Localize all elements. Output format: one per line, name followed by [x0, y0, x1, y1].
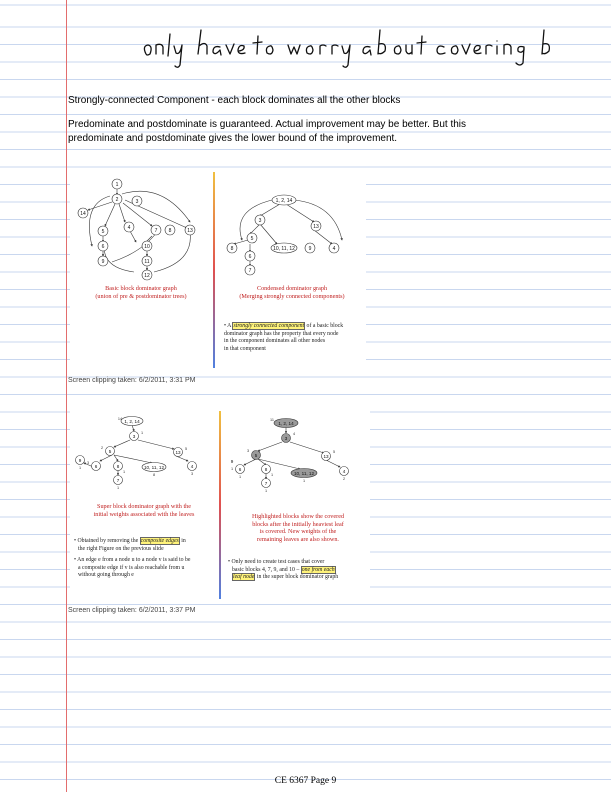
node-label: 13 — [187, 228, 193, 234]
note-highlight: strongly connected component — [233, 323, 305, 329]
weight-label: 1 — [230, 467, 234, 471]
node-label: 2 — [115, 197, 119, 203]
dominate-text-line-1: Predominate and postdominate is guaranteed. Actual improvement may be better. But this — [68, 119, 467, 130]
note-highlight: leaf node — [233, 574, 255, 580]
clip-timestamp-2: Screen clipping taken: 6/2/2011, 3:37 PM — [68, 607, 196, 614]
node-label: 13 — [313, 224, 319, 230]
scc-definition-line: Strongly-connected Component - each block dominates all the other blocks — [68, 95, 401, 106]
margin-line — [66, 0, 67, 792]
node-label: 4 — [342, 469, 346, 474]
note-text: in that component — [224, 345, 266, 352]
node-label: 5 — [101, 229, 105, 235]
weight-label: 5 — [184, 447, 188, 451]
node-label: 11 — [144, 259, 150, 265]
weight-label: 11 — [270, 418, 274, 422]
highlighted-cover-graph — [228, 415, 368, 505]
note-highlight: one from each — [301, 566, 335, 573]
node-label: 9 — [230, 459, 234, 464]
handwritten-ink-note — [140, 24, 600, 72]
note-prefix: • A — [224, 323, 233, 329]
slide-divider — [219, 411, 221, 599]
caption-line: is covered. New weights of the — [259, 528, 337, 535]
node-label: 5 — [250, 236, 254, 242]
weight-label: 3 — [190, 472, 194, 476]
basic-block-dominator-graph — [72, 172, 210, 282]
node-label: 3 — [132, 434, 136, 439]
note-text: a composite edge if v is also reachable from u — [78, 564, 185, 571]
node-label: 5 — [108, 449, 112, 454]
test-case-note — [228, 559, 368, 582]
left-graph-caption — [72, 285, 210, 300]
note-text: in the super block dominator graph — [255, 574, 339, 580]
note-text: of a basic block — [305, 323, 344, 329]
node-label: 6 — [101, 244, 105, 250]
node-label: 6 — [238, 467, 242, 472]
scc-note — [224, 323, 364, 353]
node-label: 8 — [230, 246, 234, 252]
note-text: • Only need to create test cases that cover — [228, 559, 325, 565]
node-label: 10, 11, 12 — [143, 465, 165, 470]
node-label: 8 — [168, 228, 172, 234]
caption-line: Super block dominator graph with the — [97, 503, 191, 510]
node-label: 9 — [78, 458, 82, 463]
super-block-dominator-graph — [74, 415, 214, 499]
note-text: dominator graph has the property that every node — [224, 330, 339, 337]
condensed-dominator-graph — [222, 186, 362, 278]
node-label: 1, 2, 14 — [275, 198, 293, 204]
weight-label: 1 — [264, 489, 268, 493]
note-text: • An edge e from a node u to a node v is said to be — [74, 557, 191, 563]
caption-line: blocks after the initially heaviest leaf — [252, 520, 344, 528]
super-block-caption — [74, 503, 214, 518]
weight-label: 3 — [86, 461, 90, 465]
node-label: 7 — [264, 481, 268, 486]
weight-label: 2 — [342, 477, 346, 481]
composite-edge-notes — [74, 538, 218, 580]
screen-clipping-2 — [70, 411, 370, 599]
caption-line: Condensed dominator graph — [256, 285, 328, 292]
weight-label: 1 — [270, 473, 274, 477]
node-label: 4 — [127, 225, 131, 231]
caption-line: remaining leaves are also shown. — [257, 535, 339, 543]
weight-label: 1 — [78, 466, 82, 470]
weight-label: 14 — [117, 417, 123, 421]
node-label: 1, 2, 14 — [278, 421, 294, 426]
weight-label: 1 — [302, 479, 306, 483]
node-label: 13 — [175, 450, 181, 455]
caption-line: (union of pre & postdominator trees) — [95, 292, 187, 300]
note-prefix: • Obtained by removing the — [74, 538, 140, 544]
node-label: 3 — [258, 218, 262, 224]
note-text: in the component dominates all other nodes — [224, 338, 326, 344]
note-highlight: composite edges — [140, 538, 179, 544]
caption-line: Basic block dominator graph — [105, 285, 177, 292]
slide-divider — [213, 172, 215, 368]
node-label: 8 — [116, 464, 120, 469]
node-label: 4 — [190, 464, 194, 469]
note-text: the right Figure on the previous slide — [78, 545, 164, 552]
node-label: 3 — [284, 436, 288, 441]
node-label: 9 — [308, 246, 312, 252]
node-label: 13 — [323, 454, 329, 459]
weight-label: 5 — [332, 450, 336, 454]
node-label: 5 — [254, 453, 258, 458]
node-label: 12 — [144, 273, 150, 279]
node-label: 3 — [135, 199, 139, 205]
weight-label: 8 — [152, 473, 156, 477]
node-label: 6 — [248, 254, 252, 260]
node-label: 7 — [154, 228, 158, 234]
weight-label: 1 — [140, 431, 144, 435]
right-graph-caption — [222, 285, 362, 300]
node-label: 10, 11, 12 — [293, 471, 315, 476]
node-label: 10 — [144, 244, 150, 250]
weight-label: 3 — [246, 449, 250, 453]
caption-line: (Merging strongly connected components) — [239, 292, 345, 300]
node-label: 7 — [116, 478, 120, 483]
highlighted-caption — [228, 513, 368, 543]
node-label: 9 — [101, 259, 105, 265]
caption-line: initial weights associated with the leaves — [93, 510, 195, 518]
node-label: 1, 2, 14 — [124, 419, 140, 424]
node-label: 14 — [80, 211, 86, 217]
weight-label: 1 — [122, 470, 126, 474]
note-text: without going through e — [78, 572, 134, 578]
weight-label: 1 — [238, 475, 242, 479]
weight-label: 2 — [100, 446, 104, 450]
weight-label: 1 — [116, 486, 120, 490]
clip-timestamp-1: Screen clipping taken: 6/2/2011, 3:31 PM — [68, 377, 196, 384]
node-label: 10, 11, 12 — [273, 246, 295, 252]
node-label: 4 — [332, 246, 336, 252]
dominate-text-line-2: predominate and postdominate gives the lower bound of the improvement. — [68, 133, 398, 144]
screen-clipping-1 — [70, 170, 366, 370]
caption-line: Highlighted blocks show the covered — [251, 513, 345, 520]
note-text: in — [179, 538, 186, 544]
page-footer: CE 6367 Page 9 — [274, 776, 337, 786]
node-label: 6 — [94, 464, 98, 469]
note-text: basic blocks 4, 7, 9, and 10 – — [232, 566, 301, 573]
node-label: 7 — [248, 268, 252, 274]
weight-label: 4 — [292, 432, 296, 436]
node-label: 1 — [115, 182, 119, 188]
node-label: 8 — [264, 467, 268, 472]
